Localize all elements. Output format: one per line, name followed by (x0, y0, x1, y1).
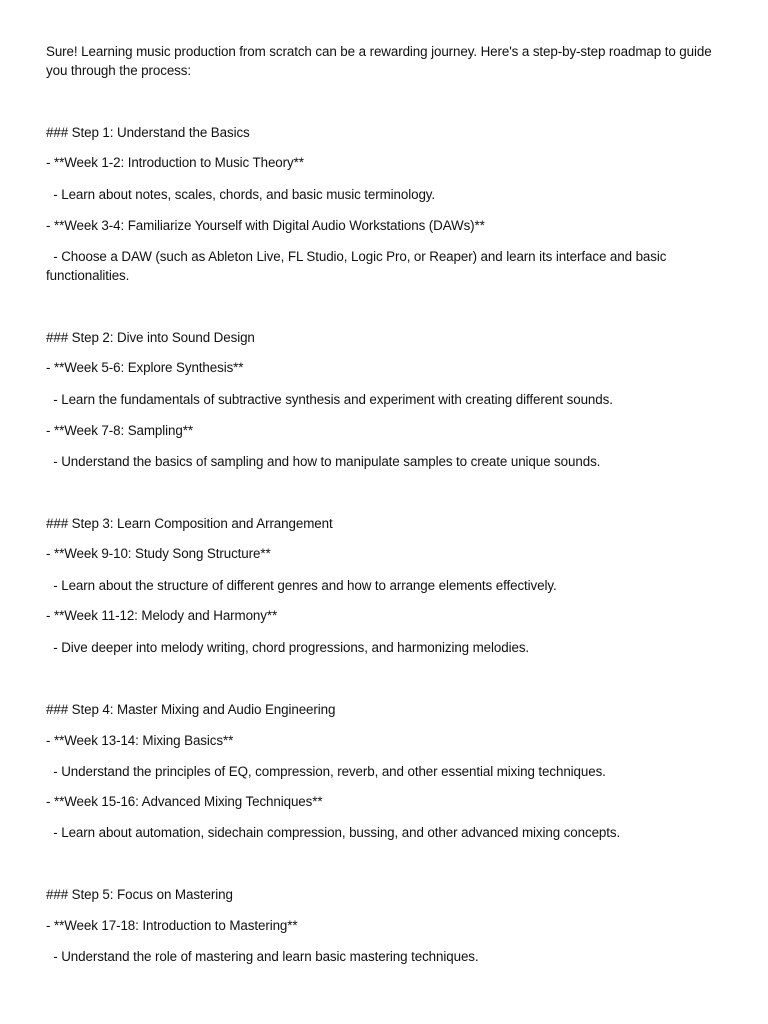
step-2-week-1-title: - **Week 5-6: Explore Synthesis** (46, 360, 244, 375)
step-2-heading: ### Step 2: Dive into Sound Design (46, 330, 255, 345)
step-4-heading: ### Step 4: Master Mixing and Audio Engineering (46, 702, 336, 717)
step-4-week-1-detail: - Understand the principles of EQ, compression, reverb, and other essential mixing techniques. (46, 764, 606, 779)
step-2-week-1-detail: - Learn the fundamentals of subtractive synthesis and experiment with creating different sounds. (46, 392, 613, 407)
step-2-week-2-detail: - Understand the basics of sampling and how to manipulate samples to create unique sounds. (46, 454, 601, 469)
step-1-week-1-detail: - Learn about notes, scales, chords, and basic music terminology. (46, 187, 436, 202)
step-1-week-1-title: - **Week 1-2: Introduction to Music Theory** (46, 155, 304, 170)
step-5-heading: ### Step 5: Focus on Mastering (46, 887, 233, 902)
step-1-heading: ### Step 1: Understand the Basics (46, 125, 250, 140)
step-4-week-1-title: - **Week 13-14: Mixing Basics** (46, 733, 234, 748)
step-1-week-2-title: - **Week 3-4: Familiarize Yourself with Digital Audio Workstations (DAWs)** (46, 218, 485, 233)
step-3-week-1-detail: - Learn about the structure of different genres and how to arrange elements effectively. (46, 578, 557, 593)
step-4-week-2-detail: - Learn about automation, sidechain compression, bussing, and other advanced mixing concepts. (46, 825, 621, 840)
step-3-week-1-title: - **Week 9-10: Study Song Structure** (46, 546, 271, 561)
step-3-heading: ### Step 3: Learn Composition and Arrangement (46, 516, 333, 531)
step-5-week-1-title: - **Week 17-18: Introduction to Mastering** (46, 918, 298, 933)
intro-paragraph: Sure! Learning music production from scratch can be a rewarding journey. Here's a step-by-step roadmap to guide you through the process: (46, 44, 716, 78)
step-4-week-2-title: - **Week 15-16: Advanced Mixing Techniques** (46, 794, 323, 809)
step-1-week-2-detail: - Choose a DAW (such as Ableton Live, FL Studio, Logic Pro, or Reaper) and learn its interface and basic functionalities. (46, 249, 670, 283)
step-2-week-2-title: - **Week 7-8: Sampling** (46, 423, 193, 438)
step-3-week-2-detail: - Dive deeper into melody writing, chord progressions, and harmonizing melodies. (46, 640, 530, 655)
step-5-week-1-detail: - Understand the role of mastering and learn basic mastering techniques. (46, 949, 479, 964)
step-3-week-2-title: - **Week 11-12: Melody and Harmony** (46, 608, 278, 623)
